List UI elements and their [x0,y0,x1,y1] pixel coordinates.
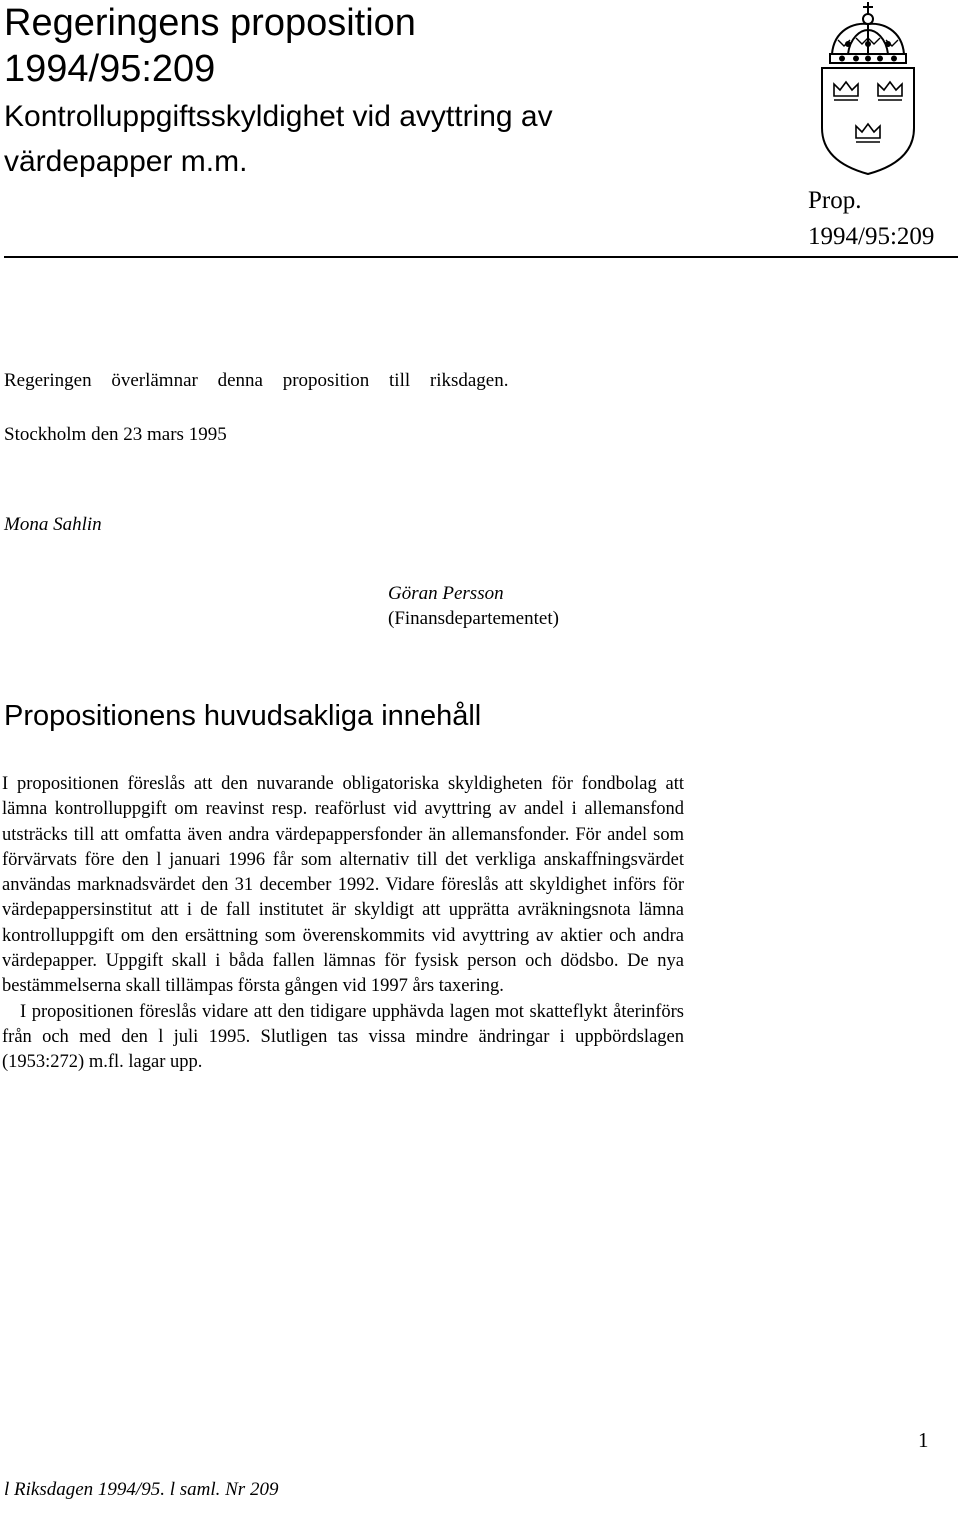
swedish-royal-crest-icon [818,0,918,176]
proposition-label: Prop. [808,187,862,214]
footer-reference: l Riksdagen 1994/95. l saml. Nr 209 [4,1479,279,1500]
section-heading: Propositionens huvudsakliga innehåll [4,700,482,732]
page-number: 1 [918,1428,929,1452]
document-title-line-1: Regeringens proposition [4,2,416,44]
signatory-department: (Finansdepartementet) [388,608,559,629]
document-subtitle: Kontrolluppgiftsskyldighet vid avyttring av värdepapper m.m. [4,100,553,178]
submission-statement: Regeringen överlämnar denna proposition till riksdagen. [4,370,509,391]
summary-paragraph-2: I propositionen föreslås vidare att den tidigare upphävda lagen mot skatteflykt återinförs från och med den l juli 1995. Slutligen tas vissa mindre ändringar i uppbördslagen (1953:272) m.fl. lagar upp. [2,1001,684,1073]
header-divider [4,256,958,258]
signatory-minister: Göran Persson [388,583,504,604]
signatory-prime-minister: Mona Sahlin [4,514,102,535]
place-and-date: Stockholm den 23 mars 1995 [4,424,227,445]
summary-paragraph-1: I propositionen föreslås att den nuvarande obligatoriska skyldigheten för fondbolag att lämna kontrolluppgift om reavinst resp. reaförlust vid avyttring av andel i allemansfond utsträcks till att omfatta även andra värdepappersfonder än allemansfonder. För andel som förvärvats före den l januari 1996 får som alternativ till det verkliga anskaffningsvärdet användas marknadsvärdet den 31 december 1992. Vidare föreslås att skyldighet införs för värdepappersinstitut att i de fall institutet är skyldigt att upprätta avräkningsnota lämna kontrolluppgift om den ersättning som överenskommits vid avyttring av aktier och andra värdepapper. Uppgift skall i båda fallen lämnas för fysisk person och dödsbo. De nya bestämmelserna skall tillämpas första gången vid 1997 års taxering. [2,774,684,997]
summary-body [2,772,684,1076]
document-title-line-2: 1994/95:209 [4,48,216,90]
proposition-number: 1994/95:209 [808,223,935,250]
